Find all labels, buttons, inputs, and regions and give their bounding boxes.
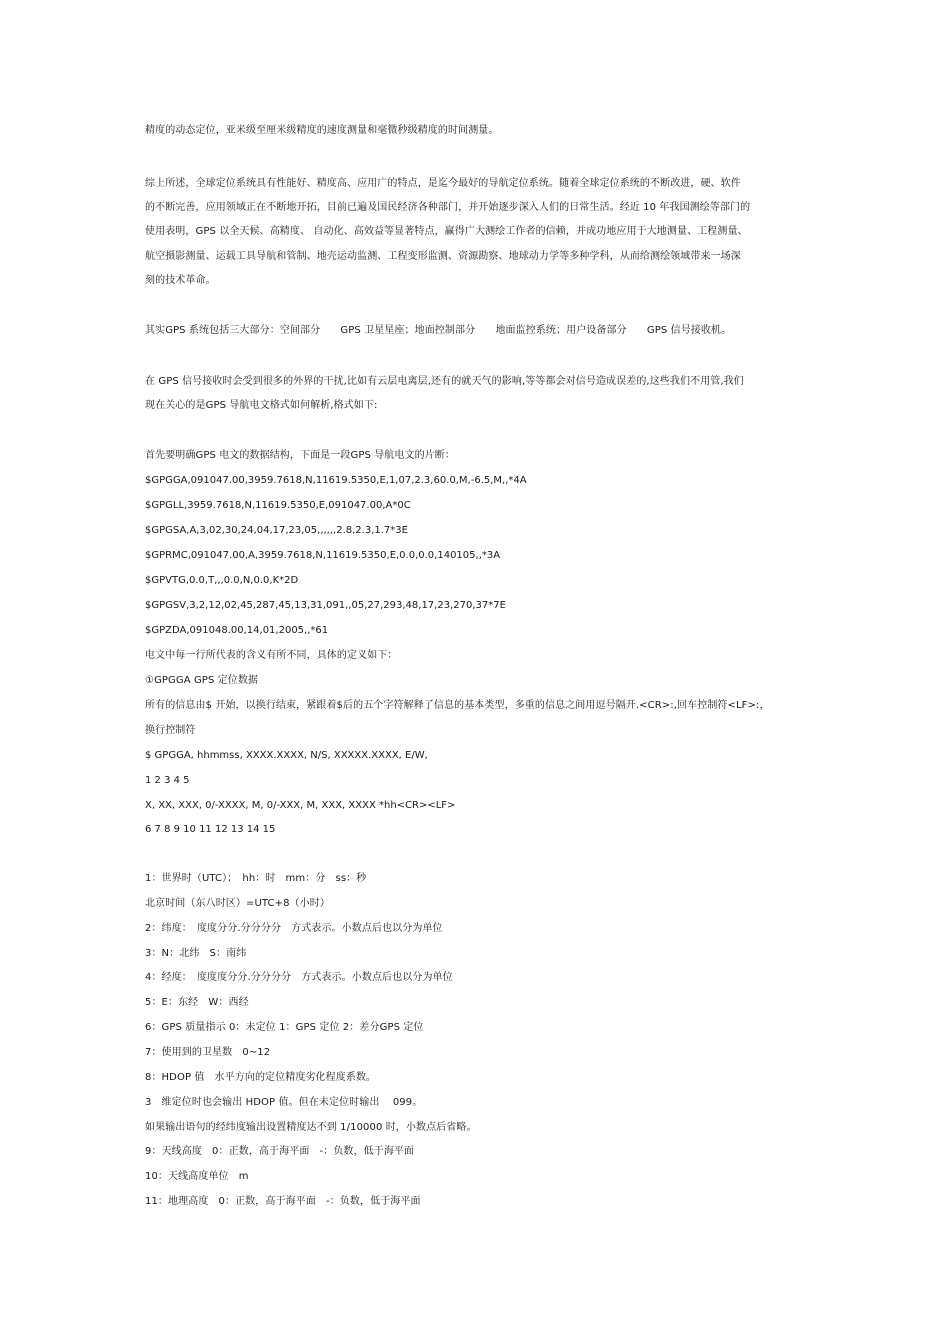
field-definition-line: 如果输出语句的经纬度输出设置精度达不到 1/10000 时，小数点后省略。 <box>145 1122 477 1133</box>
paragraph-line: 使用表明，GPS 以全天候、高精度、 自动化、高效益等显著特点，赢得广大测绘工作者的信赖，并成功地应用于大地测量、工程测量、 <box>145 226 748 237</box>
field-definition-line: 10：天线高度单位 m <box>145 1171 249 1182</box>
field-definition-line: 6：GPS 质量指示 0：未定位 1：GPS 定位 2：差分GPS 定位 <box>145 1022 424 1033</box>
paragraph-line: 其实GPS 系统包括三大部分：空间部分 GPS 卫星星座；地面控制部分 地面监控系统；用户设备部分 GPS 信号接收机。 <box>145 325 732 336</box>
format-line: 1 2 3 4 5 <box>145 775 190 786</box>
paragraph-line: 换行控制符 <box>145 725 196 736</box>
field-definition-line: 9：天线高度 0：正数，高于海平面 -：负数，低于海平面 <box>145 1146 415 1157</box>
paragraph-line: 精度的动态定位，亚米级至厘米级精度的速度测量和毫微秒级精度的时间测量。 <box>145 125 499 136</box>
field-definition-line: 3 维定位时也会输出 HDOP 值。但在未定位时输出 099。 <box>145 1097 423 1108</box>
format-line: X, XX, XXX, 0/-XXXX, M, 0/-XXX, M, XXX, XXXX *hh<CR><LF> <box>145 800 456 811</box>
format-line: $ GPGGA, hhmmss, XXXX.XXXX, N/S, XXXXX.XXXX, E/W, <box>145 750 428 761</box>
paragraph-line: 航空摄影测量、运载工具导航和管制、地壳运动监测、工程变形监测、资源勘察、地球动力学等多种学科，从而给测绘领域带来一场深 <box>145 251 741 262</box>
nmea-sentence-line: $GPGGA,091047.00,3959.7618,N,11619.5350,E,1,07,2.3,60.0,M,-6.5,M,,*4A <box>145 475 527 486</box>
field-definition-line: 北京时间（东八时区）=UTC+8（小时） <box>145 898 330 909</box>
field-definition-line: 4：经度： 度度度分分.分分分分 方式表示。小数点后也以分为单位 <box>145 972 453 983</box>
field-definition-line: 2：纬度： 度度分分.分分分分 方式表示。小数点后也以分为单位 <box>145 923 443 934</box>
format-line: 6 7 8 9 10 11 12 13 14 15 <box>145 824 276 835</box>
paragraph-line: 首先要明确GPS 电文的数据结构，下面是一段GPS 导航电文的片断： <box>145 450 456 461</box>
paragraph-line: 所有的信息由$ 开始，以换行结束，紧跟着$后的五个字符解释了信息的基本类型，多重的信息之间用逗号隔开.<CR>:,回车控制符<LF>:， <box>145 700 770 711</box>
field-definition-line: 1：世界时（UTC）； hh：时 mm：分 ss：秒 <box>145 873 367 884</box>
section-heading: ①GPGGA GPS 定位数据 <box>145 675 259 686</box>
paragraph-line: 现在关心的是GPS 导航电文格式如何解析,格式如下: <box>145 400 378 411</box>
paragraph-line: 的不断完善，应用领域正在不断地开拓，目前已遍及国民经济各种部门，并开始逐步深入人们的日常生活。经近 10 年我国测绘等部门的 <box>145 202 751 213</box>
field-definition-line: 7：使用到的卫星数 0~12 <box>145 1047 271 1058</box>
paragraph-line: 综上所述，全球定位系统具有性能好、精度高、应用广的特点，是迄今最好的导航定位系统。随着全球定位系统的不断改进，硬、软件 <box>145 178 741 189</box>
paragraph-line: 刻的技术革命。 <box>145 275 216 286</box>
field-definition-line: 8：HDOP 值 水平方向的定位精度劣化程度系数。 <box>145 1072 377 1083</box>
field-definition-line: 3：N：北纬 S：南纬 <box>145 948 247 959</box>
field-definition-line: 5：E：东经 W：西经 <box>145 997 249 1008</box>
nmea-sentence-line: $GPGSV,3,2,12,02,45,287,45,13,31,091,,05,27,293,48,17,23,270,37*7E <box>145 600 506 611</box>
paragraph-line: 在 GPS 信号接收时会受到很多的外界的干扰,比如有云层电离层,还有的就天气的影响,等等都会对信号造成误差的,这些我们不用管,我们 <box>145 376 744 387</box>
nmea-sentence-line: $GPZDA,091048.00,14,01,2005,,*61 <box>145 625 329 636</box>
nmea-sentence-line: $GPGSA,A,3,02,30,24,04,17,23,05,,,,,,2.8,2.3,1.7*3E <box>145 525 408 536</box>
paragraph-line: 电文中每一行所代表的含义有所不同，具体的定义如下： <box>145 650 398 661</box>
nmea-sentence-line: $GPGLL,3959.7618,N,11619.5350,E,091047.00,A*0C <box>145 500 411 511</box>
nmea-sentence-line: $GPRMC,091047.00,A,3959.7618,N,11619.5350,E,0.0,0.0,140105,,*3A <box>145 550 501 561</box>
field-definition-line: 11：地理高度 0：正数，高于海平面 -：负数，低于海平面 <box>145 1196 421 1207</box>
nmea-sentence-line: $GPVTG,0.0,T,,,0.0,N,0.0,K*2D <box>145 575 299 586</box>
